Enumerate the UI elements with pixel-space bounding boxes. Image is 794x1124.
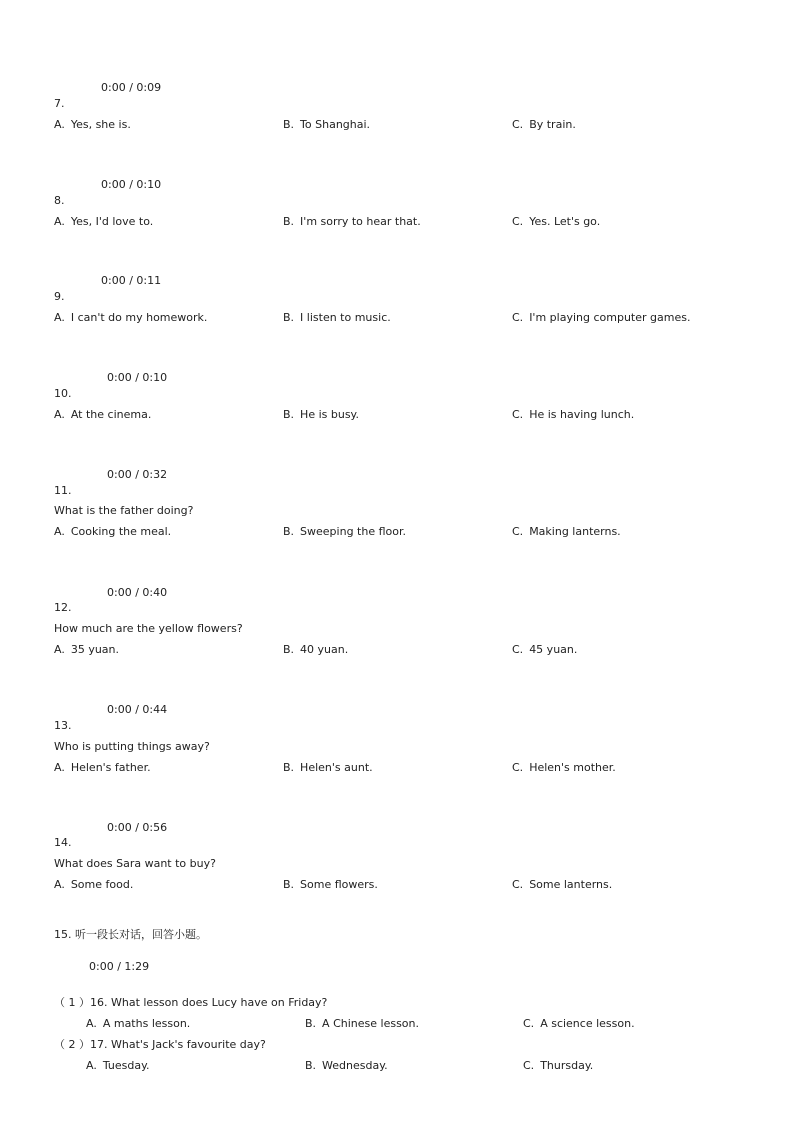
option-letter: C. bbox=[523, 1017, 535, 1030]
options-row bbox=[54, 311, 754, 325]
option-letter: B. bbox=[283, 761, 295, 774]
option-letter: A. bbox=[54, 215, 65, 228]
question-stem: What does Sara want to buy? bbox=[54, 857, 216, 870]
option-b bbox=[305, 1059, 388, 1073]
options-row bbox=[86, 1059, 746, 1073]
audio-player-time[interactable]: 0:00 / 1:29 bbox=[89, 960, 150, 973]
option-letter: B. bbox=[283, 118, 295, 131]
option-b bbox=[283, 311, 391, 325]
option-c bbox=[512, 118, 576, 132]
audio-player-time[interactable]: 0:00 / 0:10 bbox=[107, 371, 168, 384]
option-b bbox=[305, 1017, 419, 1031]
option-letter: B. bbox=[283, 408, 295, 421]
options-row bbox=[54, 118, 754, 132]
option-text: I'm playing computer games. bbox=[529, 311, 691, 324]
option-b bbox=[283, 215, 421, 229]
options-row bbox=[54, 761, 754, 775]
question-number: 9. bbox=[54, 290, 65, 303]
question-stem: What is the father doing? bbox=[54, 504, 194, 517]
option-text: He is having lunch. bbox=[529, 408, 635, 421]
option-text: Helen's father. bbox=[70, 761, 151, 774]
option-c bbox=[512, 525, 621, 539]
option-text: Thursday. bbox=[540, 1059, 594, 1072]
option-letter: B. bbox=[305, 1017, 317, 1030]
option-letter: C. bbox=[512, 408, 524, 421]
option-letter: A. bbox=[54, 761, 65, 774]
options-row bbox=[86, 1017, 746, 1031]
option-c bbox=[512, 643, 577, 657]
question-number: 10. bbox=[54, 387, 72, 400]
option-b bbox=[283, 408, 359, 422]
option-text: Sweeping the floor. bbox=[300, 525, 406, 538]
question-stem: Who is putting things away? bbox=[54, 740, 210, 753]
option-text: A Chinese lesson. bbox=[322, 1017, 419, 1030]
option-text: Cooking the meal. bbox=[70, 525, 172, 538]
option-a bbox=[54, 878, 133, 892]
option-letter: B. bbox=[283, 311, 295, 324]
option-a bbox=[54, 311, 207, 325]
audio-player-time[interactable]: 0:00 / 0:40 bbox=[107, 586, 168, 599]
option-text: I can't do my homework. bbox=[70, 311, 208, 324]
option-text: A science lesson. bbox=[540, 1017, 635, 1030]
option-text: To Shanghai. bbox=[300, 118, 371, 131]
audio-player-time[interactable]: 0:00 / 0:32 bbox=[107, 468, 168, 481]
option-text: Some lanterns. bbox=[529, 878, 613, 891]
option-a bbox=[54, 215, 153, 229]
option-letter: C. bbox=[512, 118, 524, 131]
option-letter: A. bbox=[86, 1017, 97, 1030]
option-text: Some food. bbox=[70, 878, 134, 891]
option-text: Tuesday. bbox=[102, 1059, 150, 1072]
option-c bbox=[523, 1017, 635, 1031]
audio-player-time[interactable]: 0:00 / 0:56 bbox=[107, 821, 168, 834]
option-b bbox=[283, 525, 406, 539]
audio-player-time[interactable]: 0:00 / 0:11 bbox=[101, 274, 162, 287]
option-letter: C. bbox=[512, 643, 524, 656]
option-letter: A. bbox=[54, 118, 65, 131]
options-row bbox=[54, 525, 754, 539]
option-c bbox=[512, 215, 600, 229]
option-letter: A. bbox=[86, 1059, 97, 1072]
option-a bbox=[54, 118, 131, 132]
option-text: 40 yuan. bbox=[300, 643, 349, 656]
question-number: 11. bbox=[54, 484, 72, 497]
option-c bbox=[512, 311, 690, 325]
option-letter: B. bbox=[283, 643, 295, 656]
option-letter: C. bbox=[523, 1059, 535, 1072]
option-text: I listen to music. bbox=[300, 311, 391, 324]
option-c bbox=[512, 408, 634, 422]
option-letter: A. bbox=[54, 525, 65, 538]
subquestion-stem: （ 1 ）16. What lesson does Lucy have on Friday? bbox=[54, 996, 328, 1009]
option-text: Some flowers. bbox=[300, 878, 378, 891]
audio-player-time[interactable]: 0:00 / 0:10 bbox=[101, 178, 162, 191]
option-letter: B. bbox=[283, 878, 295, 891]
option-text: Wednesday. bbox=[322, 1059, 388, 1072]
option-text: A maths lesson. bbox=[102, 1017, 191, 1030]
option-b bbox=[283, 878, 378, 892]
options-row bbox=[54, 643, 754, 657]
option-text: Helen's aunt. bbox=[300, 761, 373, 774]
option-c bbox=[523, 1059, 593, 1073]
option-b bbox=[283, 118, 370, 132]
option-text: Helen's mother. bbox=[529, 761, 616, 774]
option-c bbox=[512, 878, 612, 892]
option-text: At the cinema. bbox=[70, 408, 152, 421]
question-number: 7. bbox=[54, 97, 65, 110]
option-text: Yes. Let's go. bbox=[529, 215, 601, 228]
subquestion-stem: （ 2 ）17. What's Jack's favourite day? bbox=[54, 1038, 266, 1051]
option-c bbox=[512, 761, 616, 775]
options-row bbox=[54, 878, 754, 892]
option-text: 45 yuan. bbox=[529, 643, 578, 656]
option-a bbox=[86, 1017, 190, 1031]
option-letter: A. bbox=[54, 311, 65, 324]
options-row bbox=[54, 215, 754, 229]
option-a bbox=[54, 525, 171, 539]
option-letter: B. bbox=[283, 525, 295, 538]
option-letter: C. bbox=[512, 311, 524, 324]
option-text: Yes, she is. bbox=[70, 118, 131, 131]
option-a bbox=[86, 1059, 150, 1073]
option-b bbox=[283, 643, 348, 657]
option-text: 35 yuan. bbox=[70, 643, 120, 656]
options-row bbox=[54, 408, 754, 422]
option-letter: A. bbox=[54, 643, 65, 656]
option-text: By train. bbox=[529, 118, 576, 131]
option-letter: A. bbox=[54, 878, 65, 891]
option-letter: C. bbox=[512, 525, 524, 538]
question-number: 13. bbox=[54, 719, 72, 732]
question-number: 12. bbox=[54, 601, 72, 614]
audio-player-time[interactable]: 0:00 / 0:44 bbox=[107, 703, 168, 716]
option-letter: C. bbox=[512, 878, 524, 891]
option-letter: C. bbox=[512, 761, 524, 774]
question-stem: How much are the yellow flowers? bbox=[54, 622, 243, 635]
section-title: 15. 听一段长对话，回答小题。 bbox=[54, 928, 207, 941]
option-text: He is busy. bbox=[300, 408, 359, 421]
option-a bbox=[54, 761, 151, 775]
option-a bbox=[54, 643, 119, 657]
option-text: Yes, I'd love to. bbox=[70, 215, 154, 228]
question-number: 14. bbox=[54, 836, 72, 849]
option-text: Making lanterns. bbox=[529, 525, 621, 538]
option-b bbox=[283, 761, 373, 775]
option-text: I'm sorry to hear that. bbox=[300, 215, 421, 228]
audio-player-time[interactable]: 0:00 / 0:09 bbox=[101, 81, 162, 94]
option-letter: B. bbox=[283, 215, 295, 228]
option-a bbox=[54, 408, 151, 422]
option-letter: A. bbox=[54, 408, 65, 421]
option-letter: B. bbox=[305, 1059, 317, 1072]
question-number: 8. bbox=[54, 194, 65, 207]
option-letter: C. bbox=[512, 215, 524, 228]
